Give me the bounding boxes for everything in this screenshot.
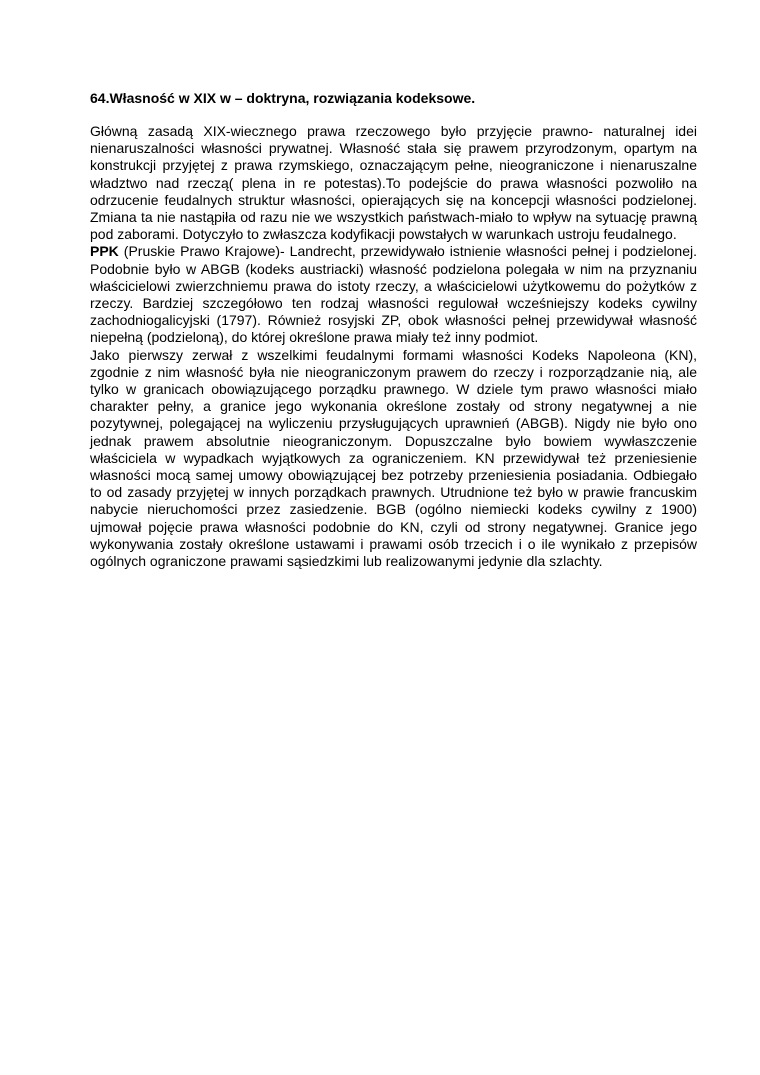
paragraph-ppk xyxy=(90,243,697,346)
ppk-text: (Pruskie Prawo Krajowe)- Landrecht, przewidywało istnienie własności pełnej i podzielonej. Podobnie było w ABGB (kodeks austriacki) własność podzielona polegała w nim na przyznaniu właścicielowi zwierzchniemu prawa do istoty rzeczy, a właścicielowi użytkowemu do pożytków z rzeczy. Bardziej szczegółowo ten rodzaj własności regulował wcześniejszy kodeks cywilny zachodniogalicyjski (1797). Również rosyjski ZP, obok własności pełnej przewidywał własność niepełną (podzieloną), do której określone prawa miały też inny podmiot. xyxy=(90,243,697,346)
paragraph-intro: Główną zasadą XIX-wiecznego prawa rzeczowego było przyjęcie prawno- naturalnej idei nienaruszalności własności prywatnej. Własność stała się prawem przyrodzonym, opartym na konstrukcji przyjętej z prawa rzymskiego, oznaczającym pełne, nieograniczone i nienaruszalne władztwo nad rzeczą( plena in re potestas).To podejście do prawa własności pozwoliło na odrzucenie feudalnych struktur własności, opierających się na koncepcji własności podzielonej. Zmiana ta nie nastąpiła od razu nie we wszystkich państwach-miało to wpływ na sytuację prawną pod zaborami. Dotyczyło to zwłaszcza kodyfikacji powstałych w warunkach ustroju feudalnego. xyxy=(90,123,697,243)
document-page xyxy=(90,90,697,570)
ppk-lead: PPK xyxy=(90,243,119,260)
paragraph-kn: Jako pierwszy zerwał z wszelkimi feudalnymi formami własności Kodeks Napoleona (KN), zgodnie z nim własność była nie nieograniczonym prawem do rzeczy i rozporządzanie nią, ale tylko w granicach obowiązującego porządku prawnego. W dziele tym prawo własności miało charakter pełny, a granice jego wykonania określone zostały od strony negatywnej a nie pozytywnej, polegającej na wyliczeniu przysługujących uprawnień (ABGB). Nigdy nie było ono jednak prawem absolutnie nieograniczonym. Dopuszczalne było bowiem wywłaszczenie właściciela w wypadkach wyjątkowych za ograniczeniem. KN przewidywał też przeniesienie własności mocą samej umowy obowiązującej bez potrzeby przeniesienia posiadania. Odbiegało to od zasady przyjętej w innych porządkach prawnych. Utrudnione też było w prawie francuskim nabycie nieruchomości przez zasiedzenie. BGB (ogólno niemiecki kodeks cywilny z 1900) ujmował pojęcie prawa własności podobnie do KN, czyli od strony negatywnej. Granice jego wykonywania zostały określone ustawami i prawami osób trzecich i o ile wynikało z przepisów ogólnych ograniczone prawami sąsiedzkimi lub realizowanymi jedynie dla szlachty. xyxy=(90,346,697,570)
document-title: 64.Własność w XIX w – doktryna, rozwiązania kodeksowe. xyxy=(90,90,476,106)
